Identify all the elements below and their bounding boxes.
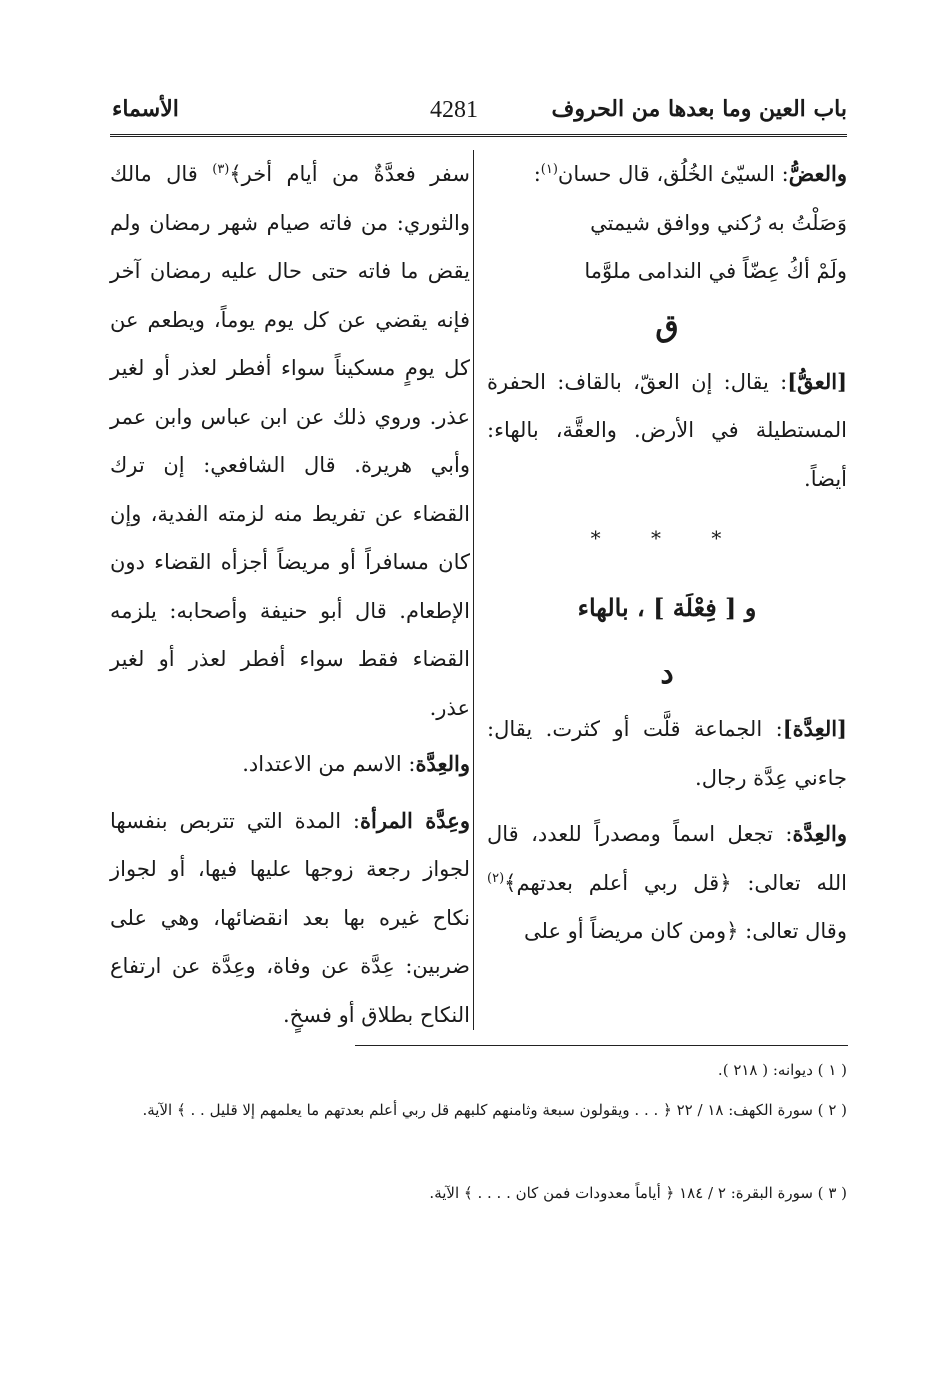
section-heading: و [ فِعْلَة ] ، بالهاء	[577, 593, 757, 622]
footnote-ref: (٣)	[212, 162, 230, 177]
footnote-1	[107, 1055, 847, 1085]
entry-text-tail: :	[533, 162, 541, 186]
letter-heading-qaf: ق	[655, 308, 679, 344]
footnote-rule	[355, 1045, 848, 1046]
entry-text: : يقال: إن العقّ، بالقاف: الحفرة المستطيلة في الأرض. والعقَّة، بالهاء: أيضاً.	[487, 369, 847, 491]
footnote-text: ( ٢ ) سورة الكهف: ١٨ / ٢٢ ﴿ . . . ويقولون سبعة وثامنهم كلبهم قل ربي أعلم بعدتهم ما يعلمهم إلا قليل . . ﴾ الآية.	[142, 1101, 847, 1119]
right-column	[487, 150, 847, 956]
entry-al-aqq	[487, 358, 847, 504]
entry-term: والعِدَّة	[792, 821, 847, 846]
entry-text: : تجعل اسماً ومصدراً للعدد، قال الله تعالى: ﴿قل ربي أعلم بعدتهم﴾	[487, 822, 847, 895]
running-header-chapter: باب العين وما بعدها من الحروف	[551, 96, 847, 122]
entry-al-add	[487, 150, 847, 199]
entry-term: والعِدَّة	[415, 751, 470, 776]
page-number: 4281	[430, 97, 478, 123]
entry-text-tail: وقال تعالى: ﴿ومن كان مريضاً أو على	[524, 919, 847, 943]
left-column	[110, 150, 470, 1039]
entry-term: وعِدَّة المرأة	[359, 807, 470, 833]
verse-line-1: وَصَلْتُ به رُكني ووافق شيمتي	[590, 210, 847, 235]
entry-text: : المدة التي تتربص بنفسها لجواز رجعة زوجها عليها فيها، أو لجواز نكاح غيره بها بعد انقضائها، وهي على ضربين: عِدَّة عن وفاة، وعِدَّة عن ارتفاع النكاح بطلاق أو فسخٍ.	[110, 808, 470, 1027]
footnote-2	[107, 1095, 847, 1125]
header-rule	[110, 134, 847, 137]
letter-heading-dal: د	[660, 656, 674, 691]
entry-text: : الاسم من الاعتداد.	[242, 752, 416, 776]
footnote-ref: (١)	[540, 162, 558, 177]
entry-term: [العِدَّة]	[782, 716, 847, 741]
running-header-section: الأسماء	[112, 96, 179, 122]
entry-text-tail: قال مالك والثوري: من فاته صيام شهر رمضان ولم يقض ما فاته حتى حال عليه رمضان آخر فإنه يقضي عن كل يوم يوماً، ويطعم عن كل يومٍ مسكيناً سواء أفطر لعذر أو لغير عذر. وروي ذلك عن ابن عباس وابن عمر وأبي هريرة. قال الشافعي: إن ترك القضاء عن تفريط منه لزمته الفدية، وإن كان مسافراً أو مريضاً أجزأه القضاء دون الإطعام. قال أبو حنيفة وأصحابه: يلزمه القضاء فقط سواء أفطر لعذر أو لغير عذر.	[110, 162, 470, 720]
footnote-3	[107, 1178, 847, 1208]
entry-text: : السيّئ الخُلُق، قال حسان	[557, 162, 789, 186]
entry-term: والعضُّ	[788, 161, 847, 186]
entry-al-idda-2	[487, 810, 847, 956]
entry-al-idda-1	[487, 705, 847, 802]
entry-text: : الجماعة قلَّت أو كثرت. يقال: جاءني عِدَّة رجال.	[487, 717, 847, 790]
entry-text: سفر فعدَّةٌ من أيام أخر﴾	[229, 162, 470, 186]
footnote-ref: (٢)	[487, 870, 505, 886]
entry-continuation	[110, 150, 470, 732]
entry-al-idda-noun	[110, 740, 470, 789]
footnote-text: ( ٣ ) سورة البقرة: ٢ / ١٨٤ ﴿ أياماً معدودات فمن كان . . . . ﴾ الآية.	[429, 1184, 847, 1202]
footnote-text: ( ١ ) ديوانه: ( ٢١٨ ).	[717, 1061, 847, 1079]
verse-line-2: ولَمْ أكُ عِضّاً في الندامى ملوَّما	[584, 259, 847, 283]
section-separator-stars: * * *	[590, 526, 744, 550]
entry-iddat-al-mara	[110, 797, 470, 1040]
entry-term: [العقُّ]	[787, 368, 847, 394]
column-divider	[473, 150, 474, 1030]
